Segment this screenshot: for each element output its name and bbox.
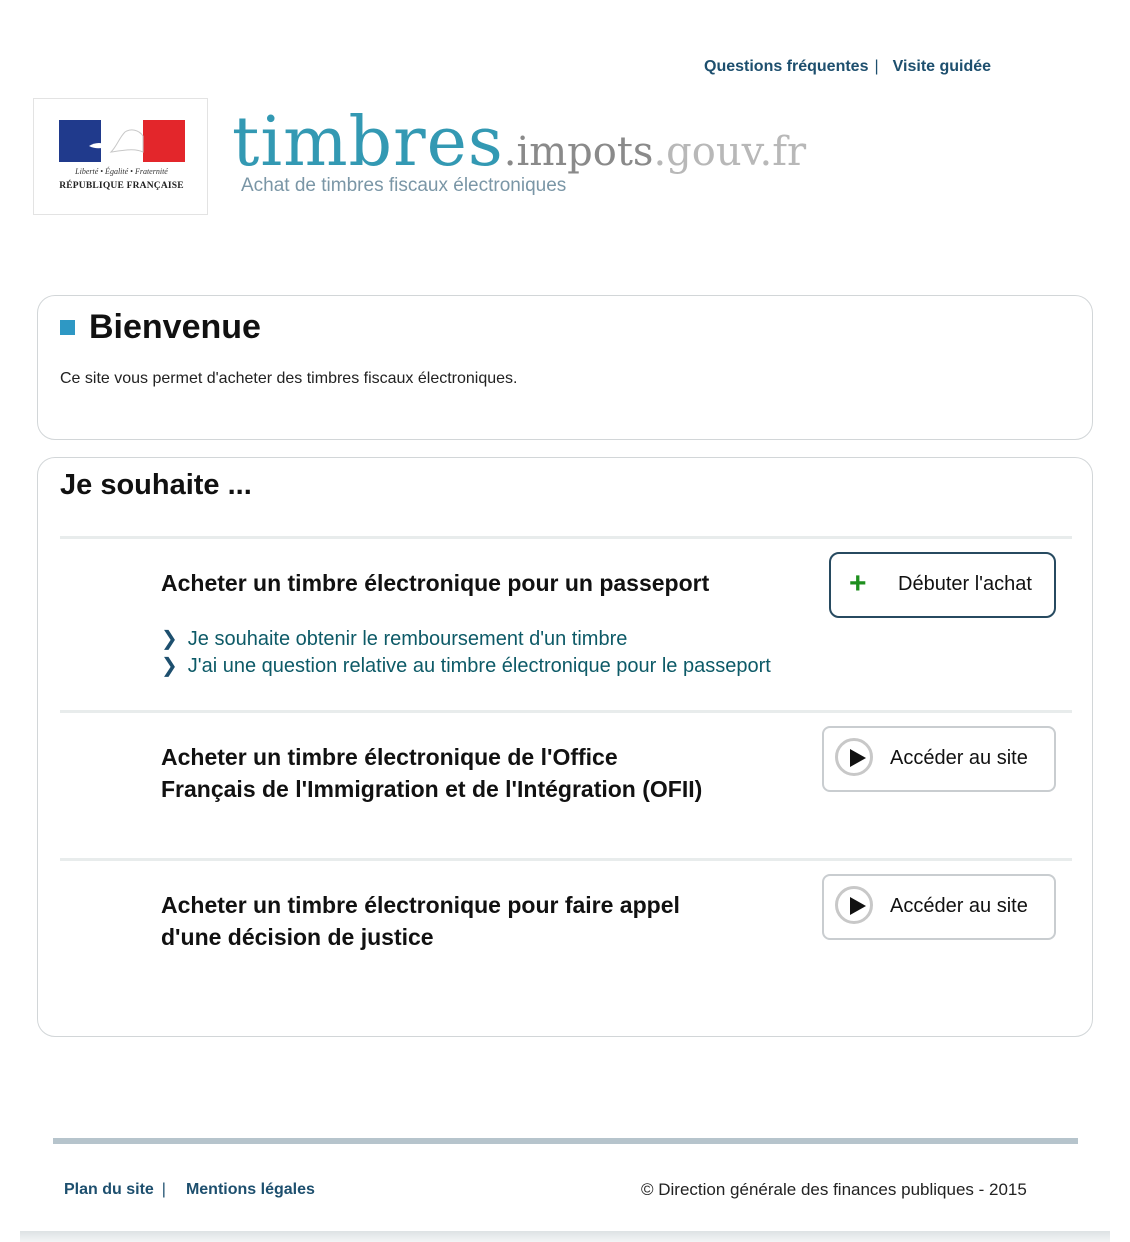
copyright: © Direction générale des finances publiques - 2015	[641, 1180, 1027, 1199]
welcome-heading	[60, 308, 261, 347]
ofii-access-label: Accéder au site	[890, 747, 1028, 769]
welcome-text: Ce site vous permet d'acheter des timbres fiscaux électroniques.	[60, 370, 518, 387]
bottom-shadow	[20, 1231, 1110, 1242]
welcome-panel	[37, 295, 1093, 440]
option-passport-title: Acheter un timbre électronique pour un passeport	[161, 570, 710, 596]
header-links	[704, 58, 991, 76]
logo-republic-text: RÉPUBLIQUE FRANÇAISE	[59, 181, 184, 191]
legal-notice-link[interactable]: Mentions légales	[185, 1181, 315, 1198]
option-justice-title-line2: d'une décision de justice	[161, 924, 434, 950]
divider	[60, 858, 1072, 861]
sitemap-link[interactable]: Plan du site	[64, 1181, 154, 1198]
header-separator: |	[874, 58, 879, 75]
option-justice-title	[161, 889, 680, 953]
refund-link[interactable]	[161, 626, 627, 651]
marianne-flag-icon	[59, 120, 185, 162]
refund-link-text: Je souhaite obtenir le remboursement d'un timbre	[187, 628, 628, 650]
brand-part-timbres: timbres	[232, 103, 504, 182]
option-ofii-title	[161, 741, 702, 805]
divider	[60, 536, 1072, 539]
passport-question-text: J'ai une question relative au timbre électronique pour le passeport	[187, 655, 771, 677]
divider	[60, 710, 1072, 713]
start-purchase-label: Débuter l'achat	[898, 573, 1032, 595]
ofii-access-button[interactable]	[822, 726, 1056, 792]
brand-part-impots: .impots	[503, 129, 654, 175]
plus-icon: +	[849, 567, 867, 600]
option-justice-title-line1: Acheter un timbre électronique pour faire appel	[161, 892, 680, 918]
choices-panel	[37, 457, 1093, 1037]
option-ofii-title-line2: Français de l'Immigration et de l'Intégration (OFII)	[161, 776, 703, 802]
option-ofii-title-line1: Acheter un timbre électronique de l'Office	[161, 744, 618, 770]
choices-heading: Je souhaite ...	[60, 469, 252, 501]
footer-links	[64, 1181, 315, 1199]
site-brand[interactable]	[232, 103, 806, 182]
play-icon	[835, 738, 873, 776]
faq-link[interactable]: Questions fréquentes	[704, 58, 869, 75]
justice-access-button[interactable]	[822, 874, 1056, 940]
start-purchase-button[interactable]	[829, 552, 1056, 618]
republique-francaise-logo[interactable]	[33, 98, 208, 215]
footer-divider	[53, 1138, 1078, 1144]
passport-question-link[interactable]	[161, 653, 771, 678]
play-icon	[835, 886, 873, 924]
chevron-right-icon: ❯	[161, 655, 178, 677]
site-tagline: Achat de timbres fiscaux électroniques	[241, 175, 567, 196]
welcome-title-text: Bienvenue	[89, 308, 261, 346]
justice-access-label: Accéder au site	[890, 895, 1028, 917]
guided-tour-link[interactable]: Visite guidée	[892, 58, 992, 75]
footer-separator: |	[161, 1181, 166, 1198]
logo-motto: Liberté • Égalité • Fraternité	[75, 167, 168, 176]
chevron-right-icon: ❯	[161, 628, 178, 650]
brand-part-gouv: .gouv.fr	[653, 129, 807, 175]
square-bullet-icon	[60, 320, 75, 335]
